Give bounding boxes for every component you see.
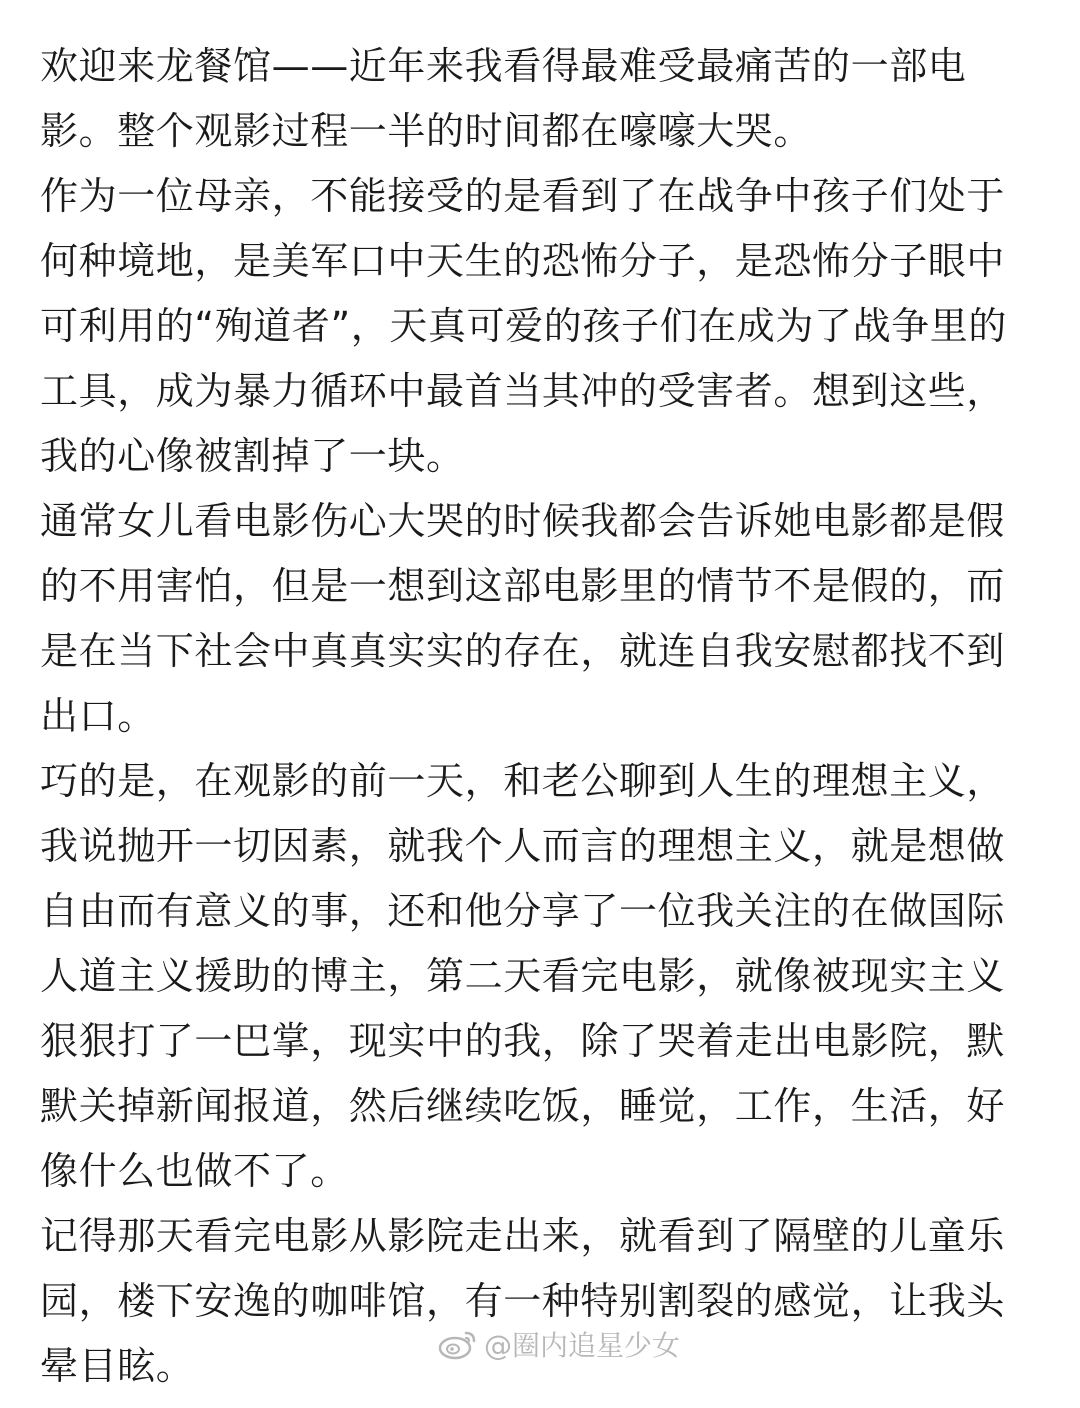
paragraph-1: 欢迎来龙餐馆——近年来我看得最难受最痛苦的一部电影。整个观影过程一半的时间都在嚎嚎大哭。 [40, 44, 967, 153]
paragraph-5: 记得那天看完电影从影院走出来，就看到了隔壁的儿童乐园，楼下安逸的咖啡馆，有一种特别割裂的感觉，让我头晕目眩。 [40, 1214, 1006, 1388]
article-body [40, 34, 1040, 1399]
paragraph-2: 作为一位母亲，不能接受的是看到了在战争中孩子们处于何种境地，是美军口中天生的恐怖分子，是恐怖分子眼中可利用的“殉道者”，天真可爱的孩子们在成为了战争里的工具，成为暴力循环中最首当其冲的受害者。想到这些，我的心像被割掉了一块。 [40, 174, 1007, 478]
weibo-watermark [438, 1322, 680, 1366]
weibo-logo-icon [438, 1328, 478, 1360]
paragraph-4: 巧的是，在观影的前一天，和老公聊到人生的理想主义，我说抛开一切因素，就我个人而言的理想主义，就是想做自由而有意义的事，还和他分享了一位我关注的在做国际人道主义援助的博主，第二天看完电影，就像被现实主义狠狠打了一巴掌，现实中的我，除了哭着走出电影院，默默关掉新闻报道，然后继续吃饭，睡觉，工作，生活，好像什么也做不了。 [40, 759, 1006, 1193]
paragraph-3: 通常女儿看电影伤心大哭的时候我都会告诉她电影都是假的不用害怕，但是一想到这部电影里的情节不是假的，而是在当下社会中真真实实的存在，就连自我安慰都找不到出口。 [40, 499, 1006, 738]
watermark-text: @圈内追星少女 [484, 1329, 681, 1362]
